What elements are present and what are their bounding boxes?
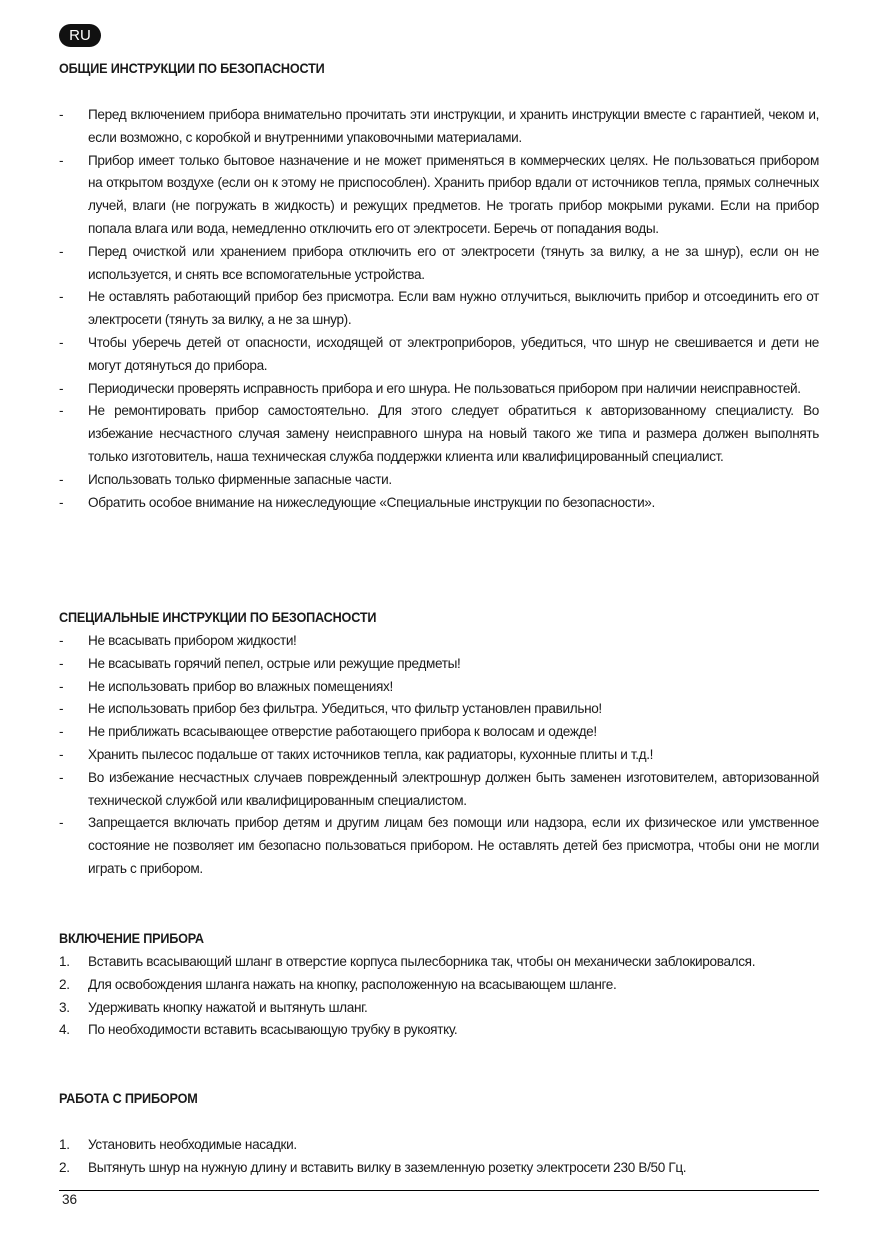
list-item	[59, 630, 819, 653]
list-item	[59, 378, 819, 401]
list-item-text: По необходимости вставить всасывающую трубку в рукоятку.	[88, 1022, 458, 1038]
list-marker: -	[59, 494, 64, 510]
switching-on-title: ВКЛЮЧЕНИЕ ПРИБОРА	[59, 931, 204, 946]
special-safety-list	[59, 630, 819, 881]
list-item	[59, 1134, 819, 1157]
list-item	[59, 1157, 819, 1180]
list-item-text: Вставить всасывающий шланг в отверстие корпуса пылесборника так, чтобы он механически заблокировался.	[88, 954, 756, 969]
list-item	[59, 104, 819, 150]
list-item	[59, 744, 819, 767]
list-item-text: Не использовать прибор без фильтра. Убедиться, что фильтр установлен правильно!	[88, 701, 602, 717]
list-item-text: Запрещается включать прибор детям и другим лицам без помощи или надзора, если их физическое или умственное состояние не позволяет им безопасно пользоваться прибором. Не оставлять детей без присмотра, чтобы они не могли играть с прибором.	[88, 815, 819, 876]
list-item-text: Не использовать прибор во влажных помещениях!	[88, 678, 393, 694]
list-item-text: Не приближать всасывающее отверстие работающего прибора к волосам и одежде!	[88, 724, 597, 740]
list-item-text: Использовать только фирменные запасные части.	[88, 471, 392, 487]
list-marker: -	[59, 107, 64, 122]
list-item-text: Вытянуть шнур на нужную длину и вставить вилку в заземленную розетку электросети 230 В/50 Гц.	[88, 1159, 687, 1175]
switching-on-list	[59, 951, 819, 1042]
list-marker: -	[59, 289, 64, 305]
list-item	[59, 812, 819, 880]
list-marker: 4.	[59, 1022, 70, 1038]
list-marker: -	[59, 403, 64, 419]
list-marker: 1.	[59, 1137, 70, 1152]
list-item	[59, 698, 819, 721]
list-item	[59, 653, 819, 676]
list-item	[59, 1019, 819, 1042]
list-item	[59, 997, 819, 1020]
list-marker: -	[59, 815, 64, 831]
list-marker: -	[59, 471, 64, 487]
list-marker: -	[59, 633, 64, 648]
list-item-text: Не всасывать прибором жидкости!	[88, 633, 297, 648]
list-marker: -	[59, 701, 64, 717]
list-item	[59, 676, 819, 699]
list-marker: -	[59, 746, 64, 762]
list-item-text: Хранить пылесос подальше от таких источников тепла, как радиаторы, кухонные плиты и т.д.!	[88, 746, 654, 762]
special-safety-title: СПЕЦИАЛЬНЫЕ ИНСТРУКЦИИ ПО БЕЗОПАСНОСТИ	[59, 610, 377, 625]
list-marker: 3.	[59, 999, 70, 1015]
list-item-text: Периодически проверять исправность прибора и его шнура. Не пользоваться прибором при наличии неисправностей.	[88, 380, 801, 396]
page-number: 36	[62, 1192, 78, 1207]
list-marker: 2.	[59, 1159, 70, 1175]
list-item-text: Прибор имеет только бытовое назначение и не может применяться в коммерческих целях. Не пользоваться прибором на открытом воздухе (если он к этому не приспособлен). Хранить прибор вдали от источников тепла, прямых солнечных лучей, влаги (не погружать в жидкость) и режущих предметов. Не трогать прибор мокрыми руками. Если на прибор попала влага или вода, немедленно отключить его от электросети. Беречь от попадания воды.	[88, 152, 819, 236]
general-safety-title: ОБЩИЕ ИНСТРУКЦИИ ПО БЕЗОПАСНОСТИ	[59, 61, 325, 76]
list-marker: -	[59, 243, 64, 259]
general-safety-list	[59, 104, 819, 514]
list-item	[59, 492, 819, 515]
list-item	[59, 332, 819, 378]
footer-divider	[59, 1190, 819, 1191]
list-marker: -	[59, 769, 64, 785]
list-item-text: Для освобождения шланга нажать на кнопку, расположенную на всасывающем шланге.	[88, 976, 617, 992]
list-item	[59, 241, 819, 287]
list-item	[59, 286, 819, 332]
list-item	[59, 951, 819, 974]
list-item-text: Обратить особое внимание на нижеследующие «Специальные инструкции по безопасности».	[88, 494, 655, 510]
list-item	[59, 400, 819, 468]
list-item	[59, 721, 819, 744]
list-marker: -	[59, 334, 64, 350]
list-item	[59, 974, 819, 997]
list-item-text: Перед очисткой или хранением прибора отключить его от электросети (тянуть за вилку, а не за шнур), если он не используется, и снять все вспомогательные устройства.	[88, 243, 819, 282]
list-item	[59, 469, 819, 492]
list-item	[59, 767, 819, 813]
list-item-text: Установить необходимые насадки.	[88, 1137, 297, 1152]
language-badge: RU	[59, 24, 101, 47]
list-marker: -	[59, 380, 64, 396]
list-item-text: Во избежание несчастных случаев поврежденный электрошнур должен быть заменен изготовителем, авторизованной технической службой или квалифицированным специалистом.	[88, 769, 819, 808]
operation-title: РАБОТА С ПРИБОРОМ	[59, 1091, 198, 1106]
list-marker: -	[59, 655, 64, 671]
list-item-text: Не всасывать горячий пепел, острые или режущие предметы!	[88, 655, 461, 671]
list-marker: -	[59, 152, 64, 168]
operation-list	[59, 1134, 819, 1180]
list-marker: -	[59, 678, 64, 694]
list-item-text: Перед включением прибора внимательно прочитать эти инструкции, и хранить инструкции вместе с гарантией, чеком и, если возможно, с коробкой и внутренними упаковочными материалами.	[88, 107, 819, 145]
list-item	[59, 150, 819, 241]
list-item-text: Удерживать кнопку нажатой и вытянуть шланг.	[88, 999, 368, 1015]
list-marker: -	[59, 724, 64, 740]
list-item-text: Не оставлять работающий прибор без присмотра. Если вам нужно отлучиться, выключить прибор и отсоединить его от электросети (тянуть за вилку, а не за шнур).	[88, 289, 819, 328]
list-item-text: Чтобы уберечь детей от опасности, исходящей от электроприборов, убедиться, что шнур не свешивается и дети не могут дотянуться до прибора.	[88, 334, 819, 373]
list-marker: 1.	[59, 954, 70, 969]
list-marker: 2.	[59, 976, 70, 992]
list-item-text: Не ремонтировать прибор самостоятельно. Для этого следует обратиться к авторизованному специалисту. Во избежание несчастного случая замену неисправного шнура на новый такого же типа и размера должен выполнять только изготовитель, наша техническая служба поддержки клиента или квалифицированный специалист.	[88, 403, 819, 464]
